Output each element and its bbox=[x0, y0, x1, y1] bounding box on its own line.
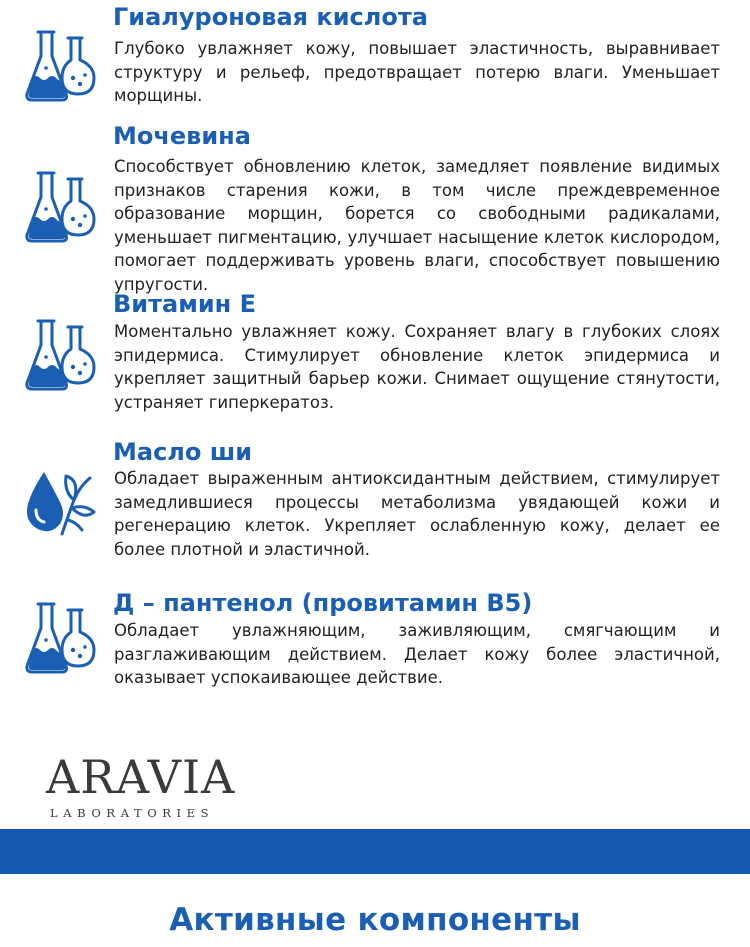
ingredient-title: Масло ши bbox=[113, 438, 253, 466]
flask-icon bbox=[22, 167, 102, 247]
ingredient-title: Д – пантенол (провитамин В5) bbox=[113, 589, 533, 617]
blue-band bbox=[0, 829, 750, 874]
ingredient-title: Гиалуроновая кислота bbox=[113, 3, 428, 31]
flask-icon bbox=[22, 315, 102, 395]
drop-leaf-icon bbox=[22, 464, 102, 544]
ingredient-urea bbox=[0, 121, 750, 294]
flask-icon bbox=[22, 26, 102, 106]
ingredient-d-panthenol bbox=[0, 588, 750, 698]
ingredient-shea-butter bbox=[0, 437, 750, 557]
flask-icon bbox=[22, 598, 102, 678]
ingredient-description: Обладает выраженным антиоксидантным действием, стимулирует замедлившиеся процессы метаболизма увядающей кожи и регенерацию клеток. Укрепляет ослабленную кожу, делает ее более плотной и эластичной. bbox=[114, 469, 720, 559]
brand-logo bbox=[46, 752, 256, 822]
ingredient-title: Витамин Е bbox=[113, 290, 256, 318]
brand-name: ARAVIA bbox=[46, 750, 236, 804]
ingredient-hyaluronic-acid bbox=[0, 2, 750, 112]
footer-title: Активные компоненты bbox=[169, 902, 581, 938]
brand-tagline: LABORATORIES bbox=[50, 806, 215, 820]
ingredient-description: Способствует обновлению клеток, замедляет появление видимых признаков старения кожи, в том числе преждевременное образование морщин, борется со свободными радикалами, уменьшает пигментацию, улучшает насыщение клеток кислородом, помогает поддерживать уровень влаги, способствует повышению упругости. bbox=[114, 157, 720, 294]
ingredient-vitamin-e bbox=[0, 289, 750, 412]
ingredient-description: Моментально увлажняет кожу. Сохраняет влагу в глубоких слоях эпидермиса. Стимулирует обновление клеток эпидермиса и укрепляет защитный барьер кожи. Снимает ощущение стянутости, устраняет гиперкератоз. bbox=[114, 322, 720, 412]
ingredient-title: Мочевина bbox=[113, 122, 251, 150]
ingredient-description: Обладает увлажняющим, заживляющим, смягчающим и разглаживающим действием. Делает кожу более эластичной, оказывает успокаивающее действие. bbox=[114, 621, 720, 687]
ingredient-description: Глубоко увлажняет кожу, повышает эластичность, выравнивает структуру и рельеф, предотвращает потерю влаги. Уменьшает морщины. bbox=[114, 39, 720, 105]
